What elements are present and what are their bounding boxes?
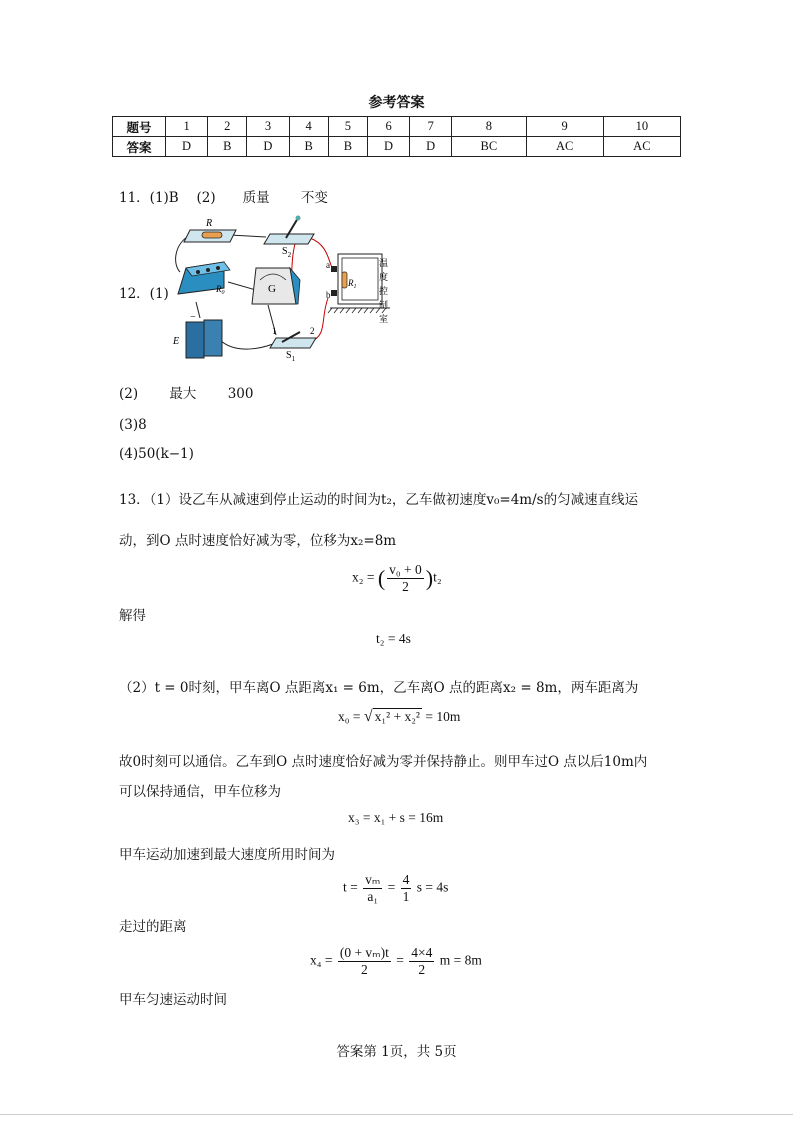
equation-6: x₄ = $\frac{\text{(0 + vₘ)t}}{2}$ = $\frac{4\times 4}{2}$ m = 8m bbox=[310, 945, 482, 977]
chamber-label: 温 bbox=[379, 259, 389, 269]
table-cell: D bbox=[410, 137, 452, 157]
chamber-label: 控 bbox=[379, 287, 389, 297]
q13-paragraph: 13．（1）设乙车从减速到停止运动的时间为t₂，乙车做初速度v₀=4m/s的匀减速直线运 bbox=[119, 492, 639, 508]
q12-part4: (4)50(k−1) bbox=[119, 446, 194, 462]
table-cell: B bbox=[289, 137, 328, 157]
switch-knob-icon bbox=[296, 216, 301, 221]
wire bbox=[196, 302, 200, 318]
table-row bbox=[113, 137, 681, 157]
table-answer-label: 答案 bbox=[113, 137, 166, 157]
switch-s1-board bbox=[270, 338, 316, 348]
q13-paragraph: （2）t = 0时刻，甲车离O 点距离x₁ = 6m，乙车离O 点的距离x₂ = 8m，两车距离为 bbox=[119, 680, 639, 696]
q13-paragraph: 走过的距离 bbox=[119, 919, 187, 935]
label-b: b bbox=[326, 290, 331, 300]
table-cell: D bbox=[247, 137, 289, 157]
table-header-label: 题号 bbox=[113, 117, 166, 137]
label-s1: $S_1$ bbox=[286, 350, 296, 362]
label-1: 1 bbox=[272, 326, 277, 336]
table-cell: 5 bbox=[328, 117, 367, 137]
wire bbox=[214, 328, 278, 349]
table-cell: 9 bbox=[526, 117, 603, 137]
q13-paragraph: 动，到O 点时速度恰好减为零，位移为x₂=8m bbox=[119, 533, 397, 549]
label-minus: − bbox=[190, 312, 196, 323]
label-2: 2 bbox=[310, 326, 315, 336]
equation-4: x₃ = x₁ + s = 16m bbox=[348, 810, 444, 825]
q12-part2: (2) 最大 300 bbox=[119, 386, 254, 402]
battery-icon bbox=[186, 322, 204, 358]
table-cell: 7 bbox=[410, 117, 452, 137]
table-cell: 3 bbox=[247, 117, 289, 137]
label-a: a bbox=[326, 260, 330, 270]
equation-3: x₀ = √ x₁² + x₂² = 10m bbox=[338, 708, 461, 725]
table-cell: 8 bbox=[452, 117, 526, 137]
resistor-icon bbox=[202, 232, 222, 238]
label-r: R bbox=[206, 218, 213, 229]
label-g: G bbox=[268, 283, 276, 295]
table-cell: 1 bbox=[166, 117, 208, 137]
page-title: 参考答案 bbox=[368, 95, 425, 111]
q12-part3: (3)8 bbox=[119, 417, 147, 433]
table-cell: B bbox=[208, 137, 247, 157]
page-divider bbox=[0, 1114, 793, 1115]
wire bbox=[228, 282, 256, 290]
label-e: E bbox=[173, 336, 180, 347]
q13-paragraph: 故0时刻可以通信。乙车到O 点时速度恰好减为零并保持静止。则甲车过O 点以后10m内 bbox=[119, 754, 648, 770]
q13-paragraph: 可以保持通信，甲车位移为 bbox=[119, 784, 281, 800]
table-cell: D bbox=[368, 137, 410, 157]
table-cell: 10 bbox=[603, 117, 680, 137]
equation-2: t₂ = 4s bbox=[376, 631, 411, 646]
page-footer: 答案第 1页，共 5页 bbox=[336, 1044, 457, 1060]
equation-1: x₂ = ( $\frac{\text{v₀ + 0}}{2}$ )t₂ bbox=[352, 562, 442, 594]
q13-paragraph: 解得 bbox=[119, 608, 146, 624]
table-cell: B bbox=[328, 137, 367, 157]
equation-5: t = $\frac{\text{vₘ}}{\text{a₁}}$ = $\frac{4}{1}$ s = 4s bbox=[343, 872, 449, 904]
table-cell: BC bbox=[452, 137, 526, 157]
table-cell: D bbox=[166, 137, 208, 157]
wire bbox=[230, 235, 266, 237]
q12-label: 12．(1) bbox=[119, 286, 169, 302]
table-cell: 4 bbox=[289, 117, 328, 137]
q13-paragraph: 甲车匀速运动时间 bbox=[119, 992, 227, 1008]
table-cell: 6 bbox=[368, 117, 410, 137]
table-cell: AC bbox=[603, 137, 680, 157]
thermistor-icon bbox=[342, 272, 347, 288]
table-cell: 2 bbox=[208, 117, 247, 137]
switch-s2-board bbox=[264, 234, 314, 244]
q13-paragraph: 甲车运动加速到最大速度所用时间为 bbox=[119, 847, 335, 863]
chamber-label: 度 bbox=[379, 273, 389, 283]
table-cell: AC bbox=[526, 137, 603, 157]
q11-answer: 11．(1)B (2) 质量 不变 bbox=[119, 190, 328, 206]
label-s2: $S_2$ bbox=[282, 246, 292, 259]
answer-table bbox=[112, 116, 681, 157]
label-r1: $R_1$ bbox=[348, 278, 357, 290]
chamber-label: 室 bbox=[379, 315, 389, 325]
label-r0: $R_0$ bbox=[216, 284, 225, 296]
circuit-diagram bbox=[168, 210, 398, 362]
chamber-label: 制 bbox=[379, 301, 389, 311]
table-row bbox=[113, 117, 681, 137]
